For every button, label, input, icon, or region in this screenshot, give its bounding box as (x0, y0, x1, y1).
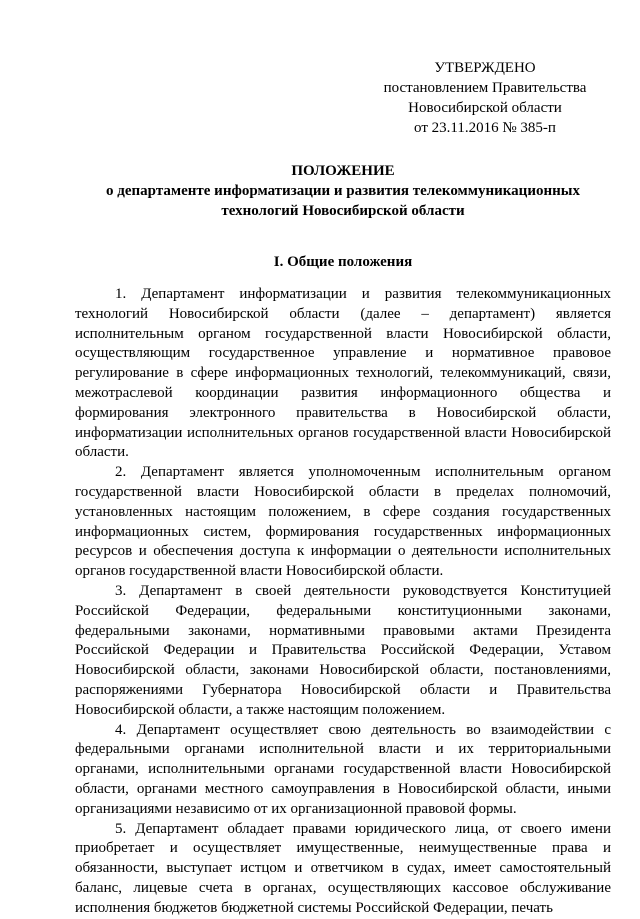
paragraph-1: 1. Департамент информатизации и развития телекоммуникационных технологий Новосибирской области (далее – департамент) является исполнительным органом государственной власти Новосибирской области, осуществляющим государственное управление и нормативное правовое регулирование в сфере информационных технологий, телекоммуникаций, связи, межотраслевой координации развития информационного общества и формирования электронного правительства в Новосибирской области, информатизации исполнительных органов государственной власти Новосибирской области. (75, 286, 611, 461)
paragraph-2: 2. Департамент является уполномоченным исполнительным органом государственной власти Новосибирской области в пределах полномочий, установленных настоящим положением, в сфере создания государственных информационных систем, формирования государственных информационных ресурсов и обеспечения доступа к информации о деятельности исполнительных органов государственной власти Новосибирской области. (75, 464, 611, 580)
paragraph-5: 5. Департамент обладает правами юридического лица, от своего имени приобретает и осуществляет имущественные, неимущественные права и обязанности, выступает истцом и ответчиком в судах, имеет самостоятельный баланс, лицевые счета в органах, осуществляющих кассовое обслуживание исполнения бюджетов бюджетной системы Российской Федерации, печать (75, 820, 611, 916)
section-heading: I. Общие положения (273, 254, 413, 270)
paragraph-3: 3. Департамент в своей деятельности руководствуется Конституцией Российской Федерации, федеральными конституционными законами, федеральными законами, нормативными правовыми актами Президента Российской Федерации и Правительства Российской Федерации, Уставом Новосибирской области, законами Новосибирской области, постановлениями, распоряжениями Губернатора Новосибирской области и Правительства Новосибирской области, а также настоящим положением. (75, 582, 611, 718)
approval-stamp (380, 58, 590, 138)
title-word: ПОЛОЖЕНИЕ (291, 163, 395, 179)
approval-date-number: от 23.11.2016 № 385-п (414, 120, 556, 136)
approval-title: УТВЕРЖДЕНО (434, 60, 536, 76)
body-text (75, 285, 611, 919)
approval-region: Новосибирской области (408, 100, 562, 116)
document-title (75, 161, 611, 221)
title-subject-line2: технологий Новосибирской области (221, 203, 465, 219)
title-subject-line1: о департаменте информатизации и развития телекоммуникационных (106, 183, 580, 199)
paragraph-4: 4. Департамент осуществляет свою деятельность во взаимодействии с федеральными органами исполнительной власти и их территориальными органами, исполнительными органами государственной власти Новосибирской области, органами местного самоуправления в Новосибирской области, иными организациями независимо от их организационной правовой формы. (75, 721, 611, 817)
approval-decree: постановлением Правительства (383, 80, 587, 96)
